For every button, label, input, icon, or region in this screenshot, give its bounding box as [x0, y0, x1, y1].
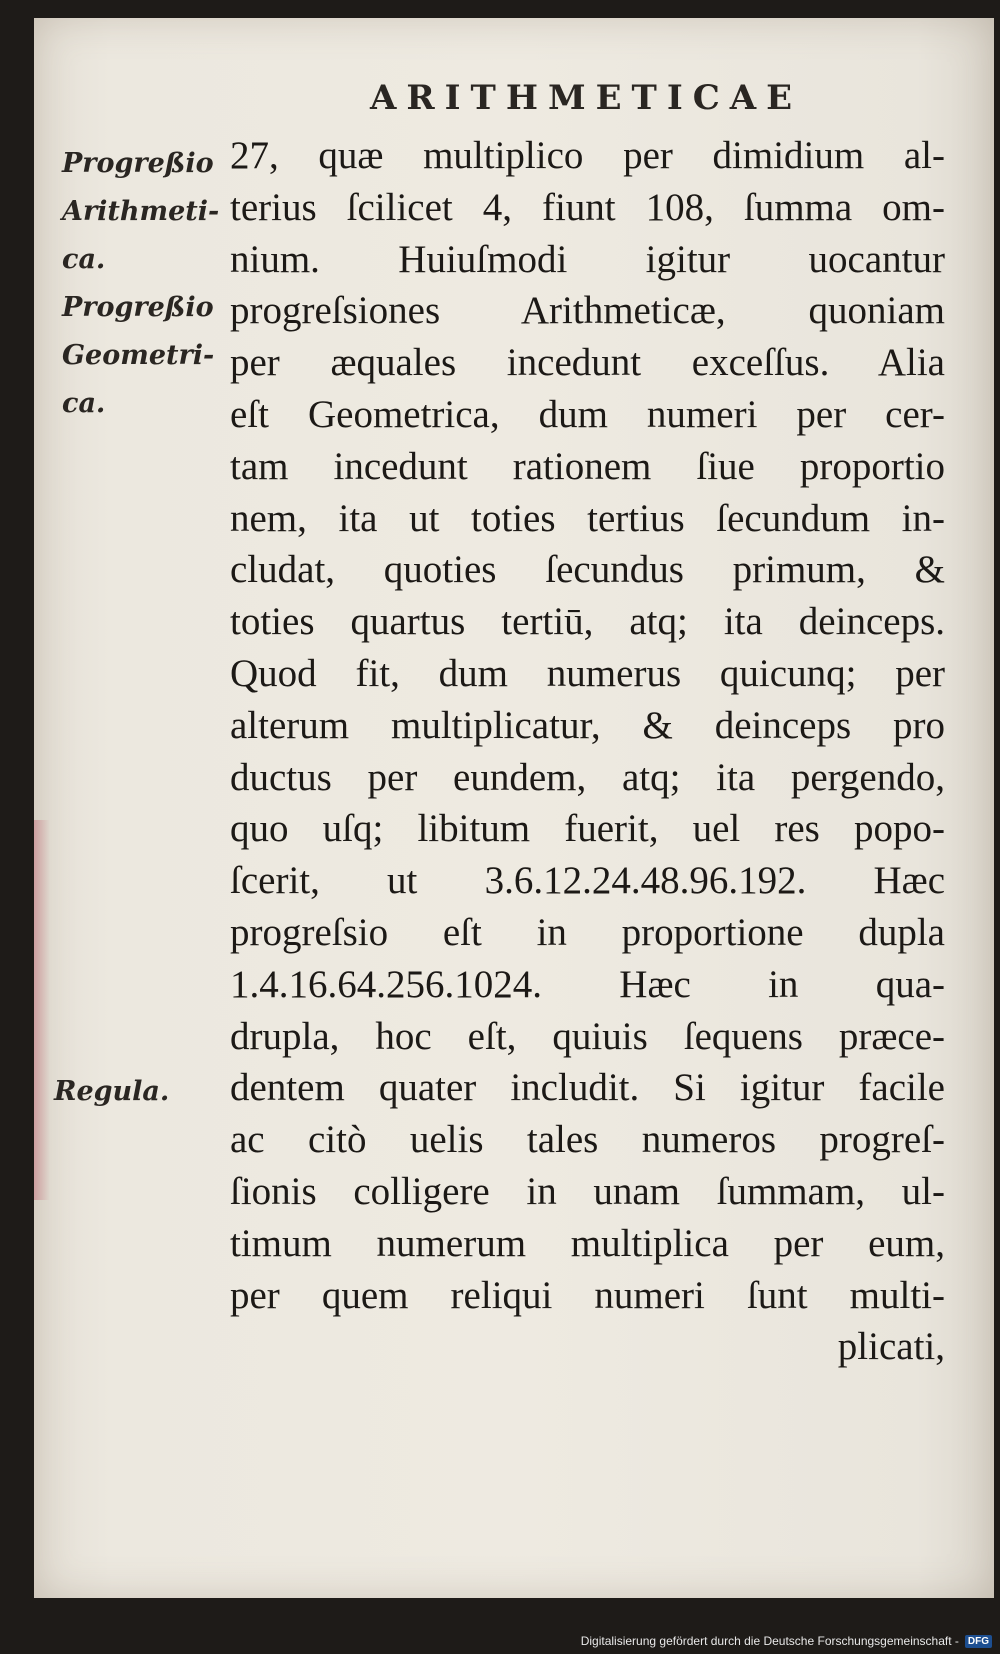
text-line: per æquales incedunt exceſſus. Alia: [230, 341, 945, 385]
digitization-credit: [581, 1630, 992, 1652]
marginal-note-geometrica: [62, 284, 232, 428]
marginal-line: Arithmeti-: [62, 196, 220, 227]
text-line: progreſsio eſt in proportione dupla: [230, 910, 945, 954]
text-line: tam incedunt rationem ſiue proportio: [230, 444, 945, 488]
running-head: ARITHMETICAE: [370, 78, 803, 118]
text-line: Quod fit, dum numerus quicunq; per: [230, 651, 945, 695]
text-line: ſionis colligere in unam ſummam, ul-: [230, 1169, 945, 1213]
text-line: eſt Geometrica, dum numeri per cer-: [230, 392, 945, 436]
text-line: alterum multiplicatur, & deinceps pro: [230, 703, 945, 747]
marginal-note-arithmetica: [62, 140, 232, 284]
marginal-line: Progreßio: [62, 148, 214, 179]
text-line: progreſsiones Arithmeticæ, quoniam: [230, 289, 945, 333]
marginal-line: Regula.: [54, 1076, 170, 1107]
marginal-note-regula: [54, 1068, 224, 1116]
marginal-line: ca.: [62, 244, 106, 275]
text-line: per quem reliqui numeri ſunt multi-: [230, 1273, 945, 1317]
text-line: ductus per eundem, atq; ita pergendo,: [230, 755, 945, 799]
marginal-line: Progreßio: [62, 292, 214, 323]
text-line: terius ſcilicet 4, fiunt 108, ſumma om-: [230, 185, 945, 229]
text-line: ac citò uelis tales numeros progreſ-: [230, 1118, 945, 1162]
dfg-logo-icon: DFG: [965, 1635, 992, 1648]
page-edge-stain: [34, 820, 50, 1200]
text-line: cludat, quoties ſecundus primum, &: [230, 548, 945, 592]
text-line: drupla, hoc eſt, quiuis ſequens præce-: [230, 1014, 945, 1058]
body-text: [230, 130, 945, 1373]
text-line: nium. Huiuſmodi igitur uocantur: [230, 237, 945, 281]
text-line: 1.4.16.64.256.1024. Hæc in qua-: [230, 962, 945, 1006]
catchword: plicati,: [837, 1325, 945, 1369]
credit-text: Digitalisierung gefördert durch die Deutsche Forschungsgemeinschaft -: [580, 1634, 959, 1648]
text-line: toties quartus tertiū, atq; ita deinceps.: [230, 600, 945, 644]
text-line: 27, quæ multiplico per dimidium al-: [230, 134, 945, 177]
marginal-line: Geometri-: [62, 340, 215, 371]
text-line: timum numerum multiplica per eum,: [230, 1221, 945, 1265]
text-line: dentem quater includit. Si igitur facile: [230, 1066, 945, 1110]
marginal-line: ca.: [62, 388, 106, 419]
text-line: quo uſq; libitum fuerit, uel res popo-: [230, 807, 945, 851]
text-line: ſcerit, ut 3.6.12.24.48.96.192. Hæc: [230, 859, 945, 903]
text-line: nem, ita ut toties tertius ſecundum in-: [230, 496, 945, 540]
